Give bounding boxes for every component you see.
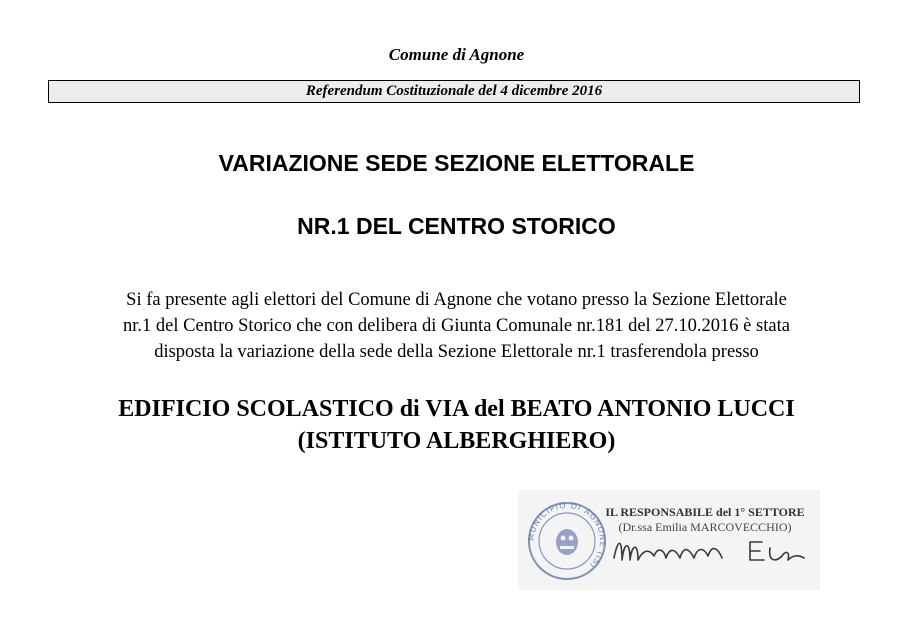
signature-block [518, 490, 820, 590]
municipality-name: Comune di Agnone [388, 45, 525, 64]
handwritten-signature [610, 528, 810, 568]
body-line: disposta la variazione della sede della Sezione Elettorale nr.1 trasferendola presso [154, 342, 759, 362]
notice-subtitle: NR.1 DEL CENTRO STORICO [297, 213, 616, 239]
signatory-role-main: IL RESPONSABILE [605, 505, 714, 519]
notice-body [40, 287, 873, 365]
notice-title: VARIAZIONE SEDE SEZIONE ELETTORALE [218, 150, 695, 176]
referendum-banner: Referendum Costituzionale del 4 dicembre 2016 [48, 80, 860, 103]
venue-name: EDIFICIO SCOLASTICO di VIA del BEATO ANTONIO LUCCI [118, 396, 795, 422]
svg-text:MUNICIPIO DI AGNONE (IS): MUNICIPIO DI AGNONE (IS) [526, 500, 608, 571]
venue-subname: (ISTITUTO ALBERGHIERO) [297, 428, 616, 454]
body-line: Si fa presente agli elettori del Comune di Agnone che votano presso la Sezione Elettorale [126, 290, 787, 310]
signatory-name: (Dr.ssa Emilia MARCOVECCHIO) [618, 520, 792, 534]
signatory-role-suffix: del 1° SETTORE [716, 505, 805, 519]
new-venue [0, 393, 913, 457]
body-line: nr.1 del Centro Storico che con delibera di Giunta Comunale nr.181 del 27.10.2016 è stata [123, 316, 790, 336]
signatory-role [592, 505, 818, 520]
